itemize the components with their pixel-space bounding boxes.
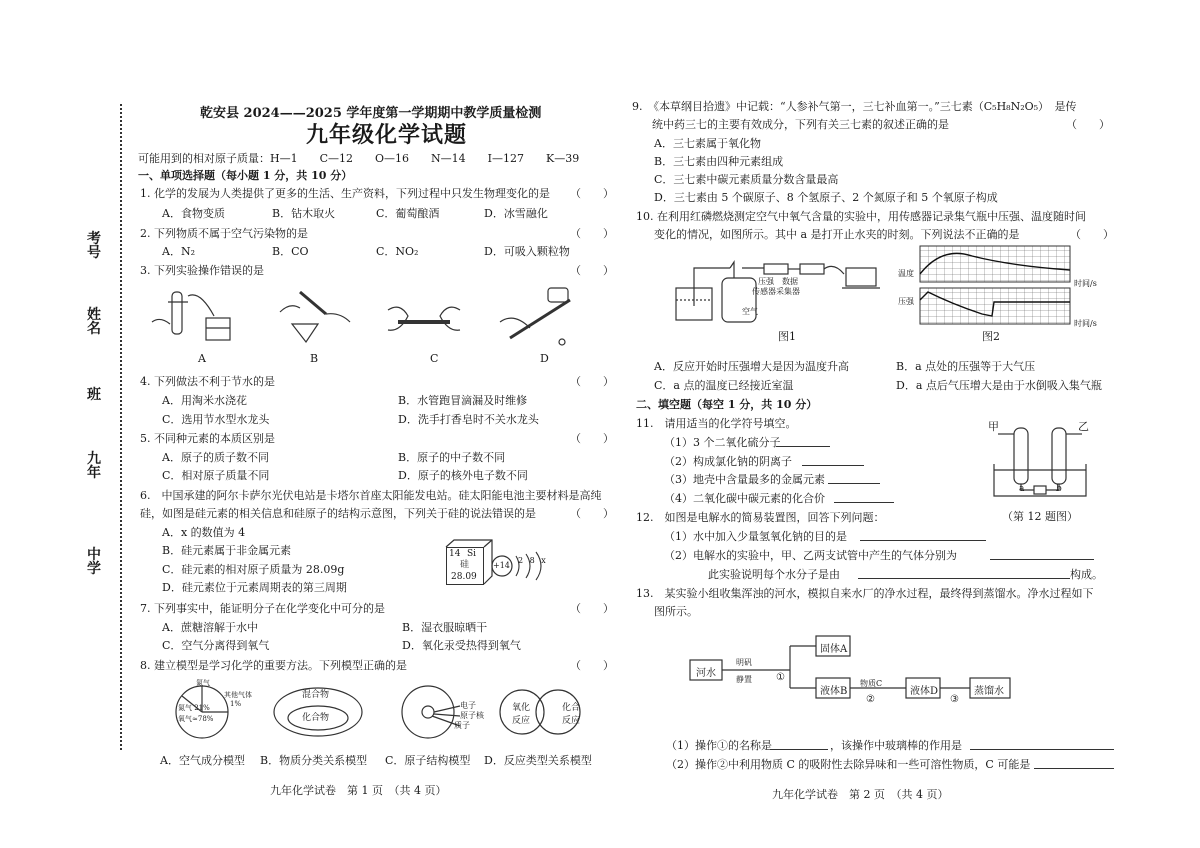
q12-blank2[interactable] xyxy=(990,559,1094,560)
q12-electrolysis-apparatus xyxy=(990,424,1090,504)
q3-label-c: C xyxy=(430,352,439,365)
q10-option-c: C．a 点的温度已经接近室温 xyxy=(654,379,794,392)
q10-paren: （ ） xyxy=(1070,228,1114,241)
q3-label-a: A xyxy=(198,352,206,365)
q10-graph-x-time1: 时间/s xyxy=(1074,279,1097,288)
q13-blank3[interactable] xyxy=(1034,768,1114,769)
q2-paren: （ ） xyxy=(570,227,614,240)
q8-model-combination: 化合反应 xyxy=(562,703,581,726)
sidebar-kaohao: 考号 xyxy=(87,231,101,261)
page2-footer: 九年化学试卷 第 2 页 （共 4 页） xyxy=(772,788,949,801)
q13-sub2: （2）操作②中利用物质 C 的吸附性去除异味和一些可溶性物质，C 可能是 xyxy=(666,758,1031,771)
q13-solid-a: 固体A xyxy=(820,644,848,655)
q4-option-c: C．选用节水型水龙头 xyxy=(162,413,270,426)
si-symbol: Si xyxy=(467,549,477,559)
si-nucleus-charge: +14 xyxy=(493,561,510,570)
q8-paren: （ ） xyxy=(570,659,614,672)
q6-option-c: C．硅元素的相对原子质量为 28.09g xyxy=(162,563,345,576)
q10-air-label: 空气 xyxy=(742,307,758,316)
q11-stem: 11. 请用适当的化学符号填空。 xyxy=(636,417,797,430)
q10-graph-y-temp: 温度 xyxy=(898,269,914,278)
q9-option-b: B．三七素由四种元素组成 xyxy=(654,155,784,168)
q13-sub1: （1）操作①的名称是 xyxy=(666,739,772,752)
q6-stem-line1: 6. 中国承建的阿尔卡萨尔光伏电站是卡塔尔首座太阳能发电站。硅太阳能电池主要材料是高纯 xyxy=(140,489,602,502)
q1-option-c: C．葡萄酿酒 xyxy=(376,207,440,220)
q10-option-b: B．a 点处的压强等于大气压 xyxy=(896,360,1036,373)
q13-sub1-b: ，该操作中玻璃棒的作用是 xyxy=(830,739,962,752)
q12-pole-a: a xyxy=(1019,484,1025,494)
q9-stem-line2: 统中药三七的主要有效成分，下列有关三七素的叙述正确的是 xyxy=(652,118,949,131)
q4-option-d: D．洗手打香皂时不关水龙头 xyxy=(398,413,539,426)
q10-stem-line1: 10. 在利用红磷燃烧测定空气中氧气含量的实验中，用传感器记录集气瓶中压强、温度随时间 xyxy=(636,210,1086,223)
q4-option-a: A．用淘米水浇花 xyxy=(162,394,247,407)
q10-graph-y-pressure: 压强 xyxy=(898,297,914,306)
q10-stem-line2: 变化的情况，如图所示。其中 a 是打开止水夹的时刻。下列说法不正确的是 xyxy=(654,228,1020,241)
q11-blank4[interactable] xyxy=(834,502,894,503)
q2-option-d: D．可吸入颗粒物 xyxy=(484,245,570,258)
section2-heading: 二、填空题（每空 1 分，共 10 分） xyxy=(636,398,818,411)
si-name: 硅 xyxy=(460,560,470,570)
q7-stem: 7. 下列事实中，能证明分子在化学变化中可分的是 xyxy=(140,602,385,615)
q11-blank1[interactable] xyxy=(776,446,830,447)
q13-settle: 静置 xyxy=(736,675,752,684)
q10-graphs-figure2 xyxy=(912,244,1072,328)
section1-heading: 一、单项选择题（每小题 1 分，共 10 分） xyxy=(138,169,353,182)
q12-pole-b: b xyxy=(1056,484,1062,494)
exam-title-line1: 乾安县 2024——2025 学年度第一学期期中教学质量检测 xyxy=(200,106,542,121)
q8-pie-label-1pct: 1% xyxy=(230,700,242,708)
q6-option-d: D．硅元素位于元素周期表的第三周期 xyxy=(162,581,347,594)
q8-pie-label-21pct: 氮气 21% xyxy=(178,704,210,712)
sidebar-ban: 班 xyxy=(87,387,101,403)
q13-op2-marker: ② xyxy=(866,694,875,705)
q10-option-d: D．a 点后气压增大是由于水倒吸入集气瓶 xyxy=(896,379,1102,392)
q13-material-c: 物质C xyxy=(860,679,883,688)
q10-sensor-label1: 压强 数据 xyxy=(758,277,798,286)
q12-stem: 12. 如图是电解水的简易装置图，回答下列问题： xyxy=(636,511,885,524)
q7-option-b: B．湿衣服晾晒干 xyxy=(402,621,488,634)
q8-pie-label-78pct: 氧气≈78% xyxy=(178,715,214,723)
q12-label-jia: 甲 xyxy=(988,420,999,433)
q12-figure-caption: （第 12 题图） xyxy=(1002,510,1078,523)
q13-stem-line1: 13. 某实验小组收集浑浊的河水，模拟自来水厂的净水过程，最终得到蒸馏水。净水过程如下 xyxy=(636,587,1094,600)
q1-option-b: B．钻木取火 xyxy=(272,207,336,220)
q13-op3-marker: ③ xyxy=(950,694,959,705)
si-mass: 28.09 xyxy=(451,572,477,582)
page1-footer: 九年化学试卷 第 1 页 （共 4 页） xyxy=(270,784,447,797)
si-shell-electrons: 2 8 x xyxy=(518,556,548,565)
q3-paren: （ ） xyxy=(570,264,614,277)
q12-blank3[interactable] xyxy=(858,578,1070,579)
q11-blank3[interactable] xyxy=(828,483,880,484)
q2-option-c: C．NO₂ xyxy=(376,245,419,258)
si-atomic-number: 14 xyxy=(449,549,461,559)
q7-paren: （ ） xyxy=(570,602,614,615)
q8-model-mixture: 混合物 xyxy=(302,690,330,700)
q13-stem-line2: 图所示。 xyxy=(654,605,698,618)
q1-option-a: A．食物变质 xyxy=(162,207,225,220)
q8-model-proton: 质子 xyxy=(454,721,470,730)
q12-sub3-end: 构成。 xyxy=(1070,568,1103,581)
q3-stem: 3. 下列实验操作错误的是 xyxy=(140,264,264,277)
q11-sub4: （4）二氧化碳中碳元素的化合价 xyxy=(664,492,825,505)
q3-label-d: D xyxy=(540,352,549,365)
q13-distilled-water: 蒸馏水 xyxy=(974,686,1004,697)
q10-sensor-label2: 传感器采集器 xyxy=(752,287,800,296)
q12-sub1: （1）水中加入少量氢氧化钠的目的是 xyxy=(664,530,847,543)
sidebar-zhongxue: 中学 xyxy=(87,547,101,577)
q6-option-a: A．x 的数值为 4 xyxy=(162,526,246,539)
q9-option-a: A．三七素属于氧化物 xyxy=(654,137,761,150)
q11-sub2: （2）构成氯化钠的阴离子 xyxy=(664,455,792,468)
q7-option-d: D．氧化汞受热得到氧气 xyxy=(402,639,521,652)
q13-op1-marker: ① xyxy=(776,672,785,683)
q5-option-c: C．相对原子质量不同 xyxy=(162,469,270,482)
q13-blank1[interactable] xyxy=(770,749,828,750)
q13-process-flow xyxy=(690,630,1040,710)
q8-model-electron: 电子 xyxy=(460,701,476,710)
q13-river-water: 河水 xyxy=(696,668,716,679)
atomic-masses: 可能用到的相对原子质量：H—1 C—12 O—16 N—14 I—127 K—39 xyxy=(138,152,580,165)
q1-option-d: D．冰雪融化 xyxy=(484,207,548,220)
q7-option-a: A．蔗糖溶解于水中 xyxy=(162,621,258,634)
q8-pie-label-n2: 氮气 xyxy=(196,679,210,687)
q1-paren: （ ） xyxy=(570,187,614,200)
q3-experiment-illustrations xyxy=(150,282,590,354)
exam-title: 九年级化学试题 xyxy=(306,122,468,148)
q6-option-b: B．硅元素属于非金属元素 xyxy=(162,544,292,557)
q13-alum: 明矾 xyxy=(736,658,752,667)
q8-option-b: B．物质分类关系模型 xyxy=(260,754,368,767)
q9-option-c: C．三七素中碳元素质量分数含量最高 xyxy=(654,173,839,186)
q8-model-nucleus: 原子核 xyxy=(460,711,484,720)
sidebar-xingming: 姓名 xyxy=(87,307,101,337)
q9-paren: （ ） xyxy=(1066,118,1110,131)
q8-pie-label-other: 其他气体 xyxy=(224,691,252,699)
q5-stem: 5. 不同种元素的本质区别是 xyxy=(140,432,275,445)
q4-option-b: B．水管跑冒滴漏及时维修 xyxy=(398,394,528,407)
q5-paren: （ ） xyxy=(570,432,614,445)
q8-option-c: C．原子结构模型 xyxy=(385,754,471,767)
q9-option-d: D．三七素由 5 个碳原子、8 个氢原子、2 个氮原子和 5 个氧原子构成 xyxy=(654,191,998,204)
q8-model-compound: 化合物 xyxy=(302,713,330,723)
q12-sub3: 此实验说明每个水分子是由 xyxy=(708,568,840,581)
q9-stem-line1: 9. 《本草纲目拾遗》中记载：“人参补气第一，三七补血第一。”三七素（C₅H₈N₂O₅） 是传 xyxy=(632,100,1077,113)
si-cell-3d-edge xyxy=(446,540,494,586)
q10-option-a: A．反应开始时压强增大是因为温度升高 xyxy=(654,360,849,373)
q8-option-d: D．反应类型关系模型 xyxy=(484,754,592,767)
q10-figure2-caption: 图2 xyxy=(982,330,1000,343)
q5-option-a: A．原子的质子数不同 xyxy=(162,451,269,464)
q10-graph-x-time2: 时间/s xyxy=(1074,319,1097,328)
q2-stem: 2. 下列物质不属于空气污染物的是 xyxy=(140,227,308,240)
binding-dotted-line xyxy=(120,104,122,750)
q13-blank2[interactable] xyxy=(970,749,1114,750)
q8-option-a: A．空气成分模型 xyxy=(160,754,245,767)
q7-option-c: C．空气分离得到氧气 xyxy=(162,639,270,652)
q12-label-yi: 乙 xyxy=(1078,420,1089,433)
q3-label-b: B xyxy=(310,352,319,365)
q2-option-a: A．N₂ xyxy=(162,245,195,258)
q13-liquid-d: 液体D xyxy=(910,686,939,697)
q5-option-b: B．原子的中子数不同 xyxy=(398,451,506,464)
sidebar-nianji: 九年 xyxy=(87,451,101,481)
q12-blank1[interactable] xyxy=(860,540,986,541)
q1-stem: 1. 化学的发展为人类提供了更多的生活、生产资料，下列过程中只发生物理变化的是 xyxy=(140,187,550,200)
q11-blank2[interactable] xyxy=(802,465,864,466)
q6-stem-line2: 硅，如图是硅元素的相关信息和硅原子的结构示意图，下列关于硅的说法错误的是 xyxy=(140,507,536,520)
q2-option-b: B．CO xyxy=(272,245,309,258)
q8-stem: 8. 建立模型是学习化学的重要方法。下列模型正确的是 xyxy=(140,659,407,672)
q13-liquid-b: 液体B xyxy=(820,686,848,697)
q12-sub2: （2）电解水的实验中，甲、乙两支试管中产生的气体分别为 xyxy=(664,549,957,562)
q8-model-oxidation: 氧化反应 xyxy=(512,703,531,726)
q4-paren: （ ） xyxy=(570,375,614,388)
q6-paren: （ ） xyxy=(570,507,614,520)
q5-option-d: D．原子的核外电子数不同 xyxy=(398,469,528,482)
q11-sub1: （1）3 个二氧化硫分子 xyxy=(664,436,781,449)
q11-sub3: （3）地壳中含量最多的金属元素 xyxy=(664,473,825,486)
q10-figure1-caption: 图1 xyxy=(778,330,796,343)
q4-stem: 4. 下列做法不利于节水的是 xyxy=(140,375,275,388)
